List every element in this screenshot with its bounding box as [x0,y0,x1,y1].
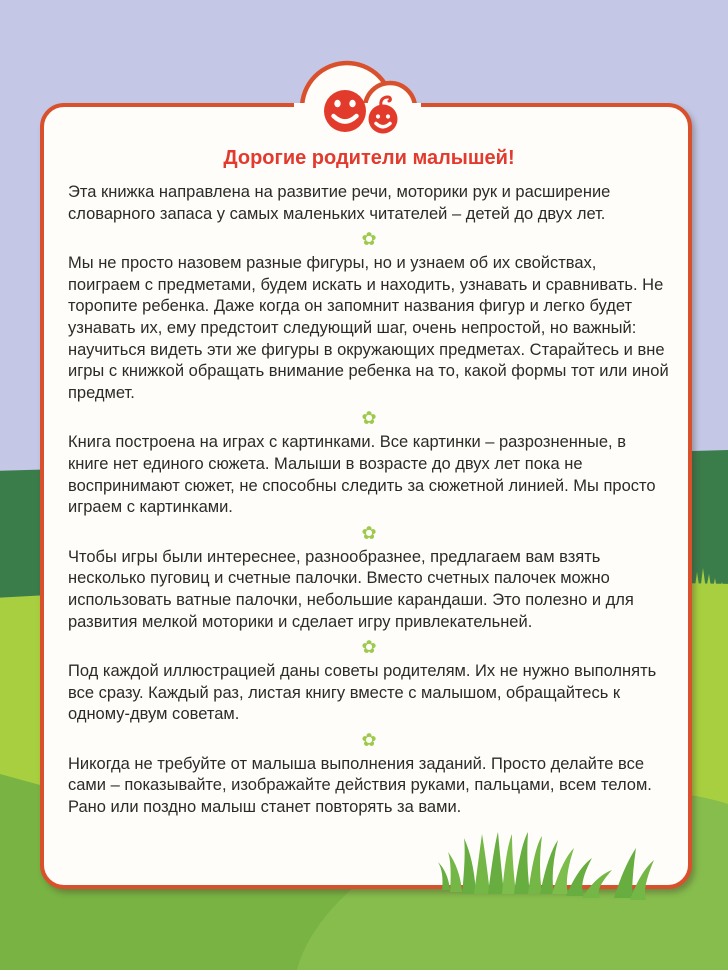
parent-smiley-icon [324,90,366,132]
paragraph: Мы не просто назовем разные фигуры, но и узнаем об их свойствах, поиграем с предметами, будем искать и находить, узнавать и сравнивать. Не торопите ребенка. Даже когда он запомнит названия фигур и легко будет узнавать их, ему предстоит следующий шаг, очень непростой, но важный: научиться видеть эти же фигуры в окружающих предметах. Старайтесь и вне игры с книжкой обращать внимание ребенка на то, какой формы тот или иной предмет. [68,254,669,402]
parents-note-card [40,103,692,889]
paragraph: Эта книжка направлена на развитие речи, моторики рук и расширение словарного запаса у самых маленьких читателей – детей до двух лет. [68,183,611,223]
paragraph: Чтобы игры были интереснее, разнообразнее, предлагаем вам взять несколько пуговиц и счетные палочки. Вместо счетных палочек можно использовать ватные палочки, небольшие карандаши. Это полезно и для развития мелкой моторики и сделает игру привлекательней. [68,547,634,631]
flower-separator-icon: ✿ [361,229,377,250]
paragraph: Книга построена на играх с картинками. Все картинки – разрозненные, в книге нет единого сюжета. Малыши в возрасте до двух лет пока не воспринимают сюжет, не способны следить за сюжетной линией. Мы просто играем с картинками. [68,433,656,517]
grass-spikes-icon [688,564,728,602]
page-title: Дорогие родители малышей! [223,147,515,169]
paragraph: Никогда не требуйте от малыша выполнения заданий. Просто делайте все сами – показывайте, изображайте действия руками, пальцами, всем телом. Рано или поздно малыш станет повторять за вами. [68,754,652,817]
grass-tuft-icon [436,828,660,906]
flower-separator-icon: ✿ [361,408,377,429]
flower-separator-icon: ✿ [361,637,377,658]
paragraph: Под каждой иллюстрацией даны советы родителям. Их не нужно выполнять все сразу. Каждый раз, листая книгу вместе с малышом, обращайтесь к одному-двум советам. [68,662,657,724]
smiley-tab [290,55,425,135]
flower-separator-icon: ✿ [361,522,377,543]
flower-separator-icon: ✿ [361,729,377,750]
